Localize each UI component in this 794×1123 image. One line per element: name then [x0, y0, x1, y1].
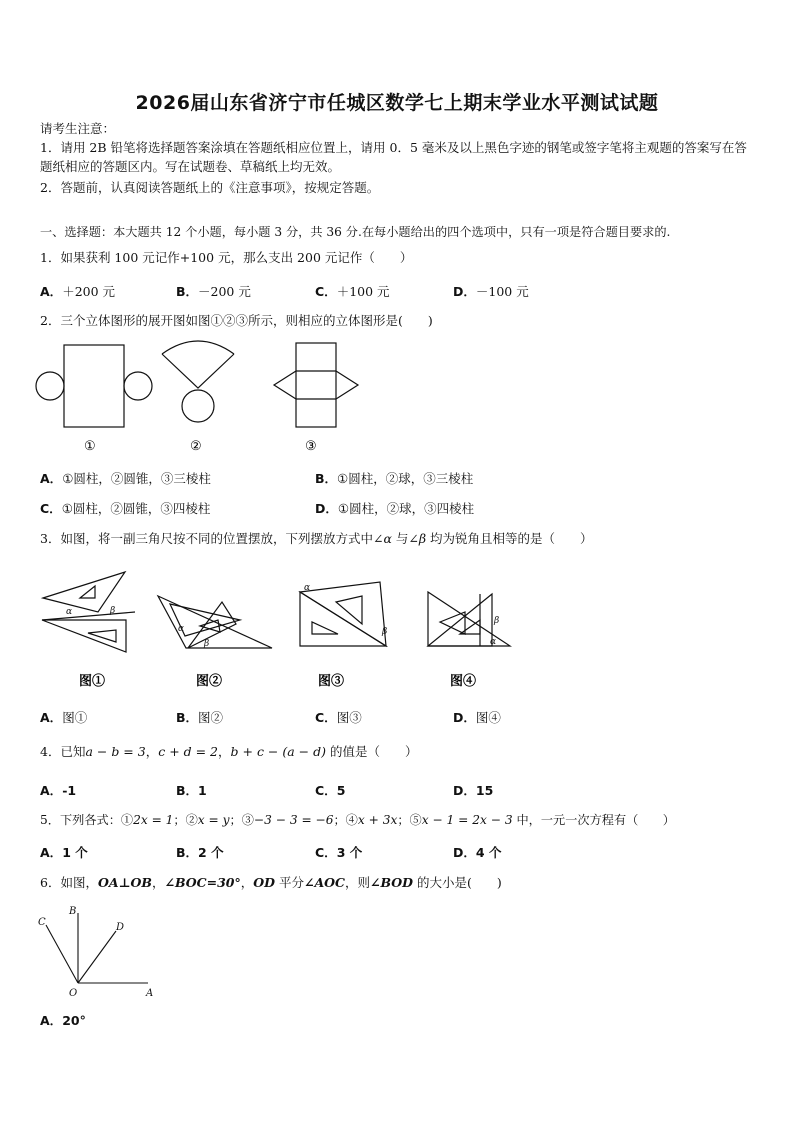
svg-text:β: β — [204, 639, 210, 649]
q3-fig-label-4: 图④ — [450, 674, 477, 689]
q2-option-c: C．①圆柱，②圆锥，③四棱柱 — [40, 501, 211, 516]
q4-option-a: A．-1 — [40, 783, 77, 798]
q3-fig-label-2: 图② — [196, 674, 223, 689]
fig3-triangles — [300, 582, 386, 646]
fig2-triangles — [158, 596, 272, 648]
q3-figure — [40, 562, 520, 692]
point-o: O — [69, 988, 78, 999]
q4-option-b: B．1 — [176, 783, 207, 798]
q3-option-c: C．图③ — [315, 710, 362, 725]
q6-angle-diagram — [34, 903, 164, 999]
q5-option-a: A．1 个 — [40, 845, 88, 860]
q1-option-c: C．＋100 元 — [315, 284, 390, 299]
q5-option-b: B．2 个 — [176, 845, 224, 860]
point-a: A — [146, 988, 154, 999]
q3-option-d: D．图④ — [453, 710, 501, 725]
q1-option-b: B．－200 元 — [176, 284, 251, 299]
svg-text:α: α — [490, 637, 497, 647]
notice-item-2: 2．答题前，认真阅读答题纸上的《注意事项》，按规定答题。 — [40, 180, 380, 195]
q4-option-c: C．5 — [315, 783, 346, 798]
q5-option-c: C．3 个 — [315, 845, 363, 860]
q3-stem: 3．如图，将一副三角尺按不同的位置摆放，下列摆放方式中∠α 与∠β 均为锐角且相等的是（ ） — [40, 531, 593, 546]
q2-figure — [36, 340, 366, 458]
point-c: C — [38, 917, 46, 928]
point-b: B — [69, 906, 77, 917]
svg-text:α: α — [66, 607, 73, 617]
net-cone — [162, 341, 234, 422]
q5-stem: 5．下列各式：①2x = 1；②x = y；③−3 − 3 = −6；④x + 3x；⑤x − 1 = 2x − 3 中，一元一次方程有（ ） — [40, 813, 675, 827]
svg-text:β: β — [382, 627, 388, 637]
q1-option-a: A．＋200 元 — [40, 284, 116, 299]
svg-text:β: β — [110, 606, 116, 616]
q3-fig-label-3: 图③ — [318, 674, 345, 689]
q2-option-b: B．①圆柱，②球，③三棱柱 — [315, 471, 474, 486]
svg-text:α: α — [178, 624, 185, 634]
q6-option-a: A．20° — [40, 1013, 86, 1028]
q5-option-d: D．4 个 — [453, 845, 502, 860]
q2-option-d: D．①圆柱，②球，③四棱柱 — [315, 501, 475, 516]
q6-stem: 6．如图，OA⊥OB，∠BOC=30°，OD 平分∠AOC，则∠BOD 的大小是( ) — [40, 875, 502, 890]
point-d: D — [116, 922, 125, 933]
q3-option-b: B．图② — [176, 710, 224, 725]
q3-option-a: A．图① — [40, 710, 88, 725]
q1-option-d: D．－100 元 — [453, 284, 529, 299]
q1-stem: 1．如果获利 100 元记作+100 元，那么支出 200 元记作（ ） — [40, 250, 413, 265]
q2-fig-label-2: ② — [190, 439, 202, 454]
q2-stem: 2．三个立体图形的展开图如图①②③所示，则相应的立体图形是( ) — [40, 313, 433, 328]
section-heading: 一、选择题：本大题共 12 个小题，每小题 3 分，共 36 分.在每小题给出的四个选项中，只有一项是符合题目要求的. — [40, 225, 671, 239]
q3-fig-label-1: 图① — [79, 674, 106, 689]
q4-option-d: D．15 — [453, 783, 494, 798]
svg-text:β: β — [494, 616, 500, 626]
net-prism — [274, 343, 358, 427]
net-cylinder — [36, 345, 152, 427]
fig1-triangles — [42, 572, 135, 652]
q4-stem: 4．已知a − b = 3，c + d = 2，b + c − (a − d) 的值是（ ） — [40, 744, 418, 759]
notice-item-1: 1．请用 2B 铅笔将选择题答案涂填在答题纸相应位置上，请用 0．5 毫米及以上黑色字迹的钢笔或签字笔将主观题的答案写在答题纸相应的答题区内。写在试题卷、草稿纸上均无效。 — [40, 140, 747, 174]
notice-heading: 请考生注意： — [40, 121, 116, 136]
q2-fig-label-3: ③ — [305, 439, 317, 454]
svg-text:α: α — [304, 583, 311, 593]
q2-fig-label-1: ① — [84, 439, 96, 454]
page-title: 2026届山东省济宁市任城区数学七上期末学业水平测试试题 — [135, 92, 659, 114]
q2-option-a: A．①圆柱，②圆锥，③三棱柱 — [40, 471, 211, 486]
